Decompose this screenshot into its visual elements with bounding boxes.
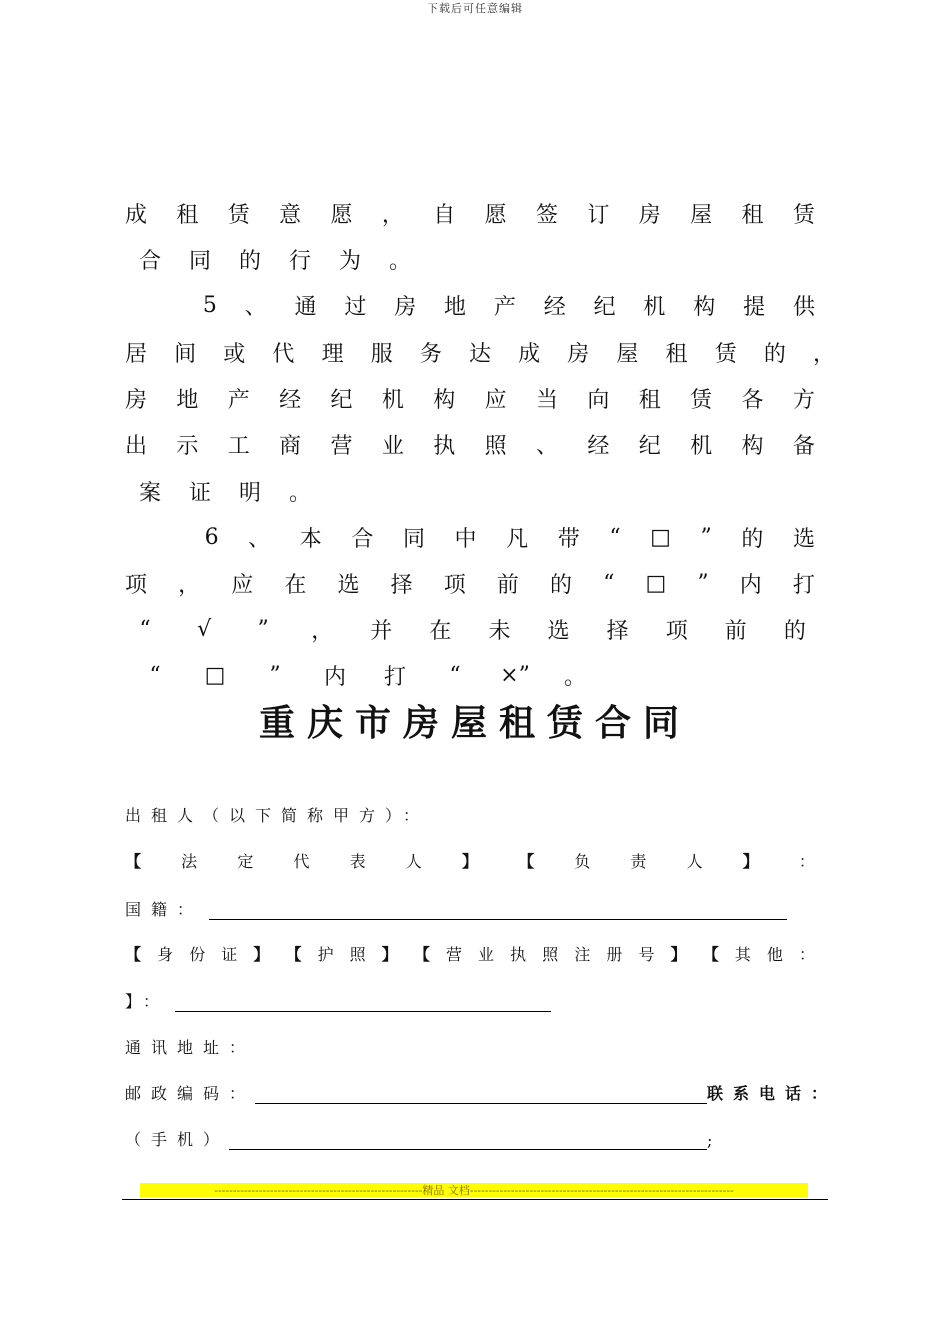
paragraph-char: 赁: [690, 387, 713, 413]
paragraph-char: ，: [812, 341, 835, 367]
paragraph-char: 房: [638, 202, 661, 228]
id-type-char: 号: [638, 944, 655, 964]
paragraph-char: 中: [454, 526, 477, 552]
paragraph-char: 赁: [792, 202, 815, 228]
paragraph-char: 经: [279, 387, 302, 413]
paragraph-char: 产: [493, 294, 516, 320]
paragraph-char: 选: [547, 618, 570, 644]
paragraph-char: 的: [741, 526, 764, 552]
paragraph-char: 愿: [484, 202, 507, 228]
paragraph-char: 成: [125, 202, 148, 228]
paragraph-char: “: [603, 570, 615, 596]
footer-bar: [140, 1183, 808, 1197]
paragraph-char: 机: [690, 433, 713, 459]
paragraph-char: 意: [279, 202, 302, 228]
id-number-line: [125, 988, 551, 1012]
paragraph-char: 示: [176, 433, 199, 459]
postcode-label: 邮政编码：: [125, 1084, 256, 1103]
paragraph-char: 选: [792, 526, 815, 552]
id-type-char: 他: [766, 944, 783, 964]
lessor-label: 出租人（以下简称甲方）：: [125, 806, 430, 825]
paragraph-char: □: [650, 524, 671, 550]
header-note: 下载后可任意编辑: [427, 2, 523, 15]
address-label: 通讯地址：: [125, 1038, 256, 1057]
paragraph-char: 项: [125, 572, 148, 598]
id-type-char: 其: [734, 944, 751, 964]
document-title: 重庆市房屋租赁合同: [258, 702, 691, 744]
paragraph-char: 带: [557, 526, 580, 552]
paragraph-char: ，: [178, 572, 201, 598]
id-type-char: 【: [413, 944, 430, 964]
paragraph-char: 项: [443, 572, 466, 598]
paragraph-char: 或: [223, 341, 246, 367]
mobile-end: ;: [707, 1131, 713, 1150]
rep-char: 人: [686, 851, 703, 871]
rep-char: 人: [405, 851, 422, 871]
rep-char: 【: [518, 851, 535, 871]
paragraph-char: 经: [587, 433, 610, 459]
id-type-char: 】: [670, 944, 687, 964]
id-type-char: 照: [349, 944, 366, 964]
paragraph-char: 项: [665, 618, 688, 644]
footer-rule: [122, 1199, 828, 1200]
representative-line: [125, 848, 815, 872]
paragraph-char: ”: [697, 570, 709, 596]
paragraph-char: 订: [587, 202, 610, 228]
paragraph-char: 通: [294, 294, 317, 320]
id-type-char: 证: [221, 944, 238, 964]
id-end-label: 】：: [125, 992, 170, 1011]
paragraph-char: □: [204, 662, 226, 688]
id-type-char: 【: [285, 944, 302, 964]
id-type-char: ：: [798, 944, 815, 964]
paragraph-char: 居: [125, 341, 148, 367]
mobile-line: [125, 1126, 712, 1150]
paragraph-char: 供: [792, 294, 815, 320]
paragraph-char: 为: [338, 248, 361, 274]
paragraph-char: 地: [176, 387, 199, 413]
paragraph-char: 构: [433, 387, 456, 413]
paragraph-char: 明: [238, 480, 261, 506]
paragraph-char: 同: [402, 526, 425, 552]
paragraph-char: 前: [496, 572, 519, 598]
paragraph-char: 未: [488, 618, 511, 644]
paragraph-line: [125, 198, 815, 228]
paragraph-char: 在: [284, 572, 307, 598]
paragraph-char: 择: [390, 572, 413, 598]
rep-char: 法: [181, 851, 198, 871]
paragraph-char: 应: [231, 572, 254, 598]
nationality-label: 国籍：: [125, 900, 204, 919]
paragraph-char: 提: [743, 294, 766, 320]
paragraph-char: 的: [550, 572, 573, 598]
id-type-char: 执: [510, 944, 527, 964]
rep-char: 代: [293, 851, 310, 871]
paragraph-line: [125, 476, 815, 506]
paragraph-char: 营: [330, 433, 353, 459]
paragraph-char: 前: [724, 618, 747, 644]
paragraph-char: ×”: [500, 662, 530, 688]
id-type-char: 营: [445, 944, 462, 964]
paragraph-char: 合: [138, 248, 161, 274]
paragraph-line: [125, 429, 815, 459]
paragraph-char: 租: [665, 341, 688, 367]
paragraph-char: 机: [643, 294, 666, 320]
paragraph-char: 房: [125, 387, 148, 413]
paragraph-char: 服: [370, 341, 393, 367]
paragraph-char: 择: [606, 618, 629, 644]
mobile-field[interactable]: [229, 1131, 707, 1150]
paragraph-char: 理: [321, 341, 344, 367]
id-type-char: 】: [253, 944, 270, 964]
paragraph-char: ”: [257, 616, 269, 642]
paragraph-char: 向: [587, 387, 610, 413]
paragraph-char: 、: [248, 526, 271, 552]
paragraph-char: 代: [272, 341, 295, 367]
paragraph-char: 成: [518, 341, 541, 367]
paragraph-char: 工: [227, 433, 250, 459]
paragraph-char: 产: [227, 387, 250, 413]
paragraph-char: 内: [323, 664, 346, 690]
rep-char: 负: [574, 851, 591, 871]
id-type-char: 身: [157, 944, 174, 964]
paragraph-line: [125, 383, 815, 413]
id-number-field[interactable]: [175, 993, 551, 1012]
paragraph-char: 租: [176, 202, 199, 228]
paragraph-line: [125, 660, 815, 690]
paragraph-line: [125, 244, 815, 274]
rep-char: 】: [461, 851, 478, 871]
paragraph-char: 打: [792, 572, 815, 598]
paragraph-char: 的: [783, 618, 806, 644]
paragraph-char: 5: [202, 292, 217, 318]
paragraph-char: 机: [381, 387, 404, 413]
paragraph-char: “: [609, 524, 621, 550]
paragraph-char: ”: [700, 524, 712, 550]
paragraph-char: 、: [244, 294, 267, 320]
paragraph-char: 当: [536, 387, 559, 413]
paragraph-char: 构: [741, 433, 764, 459]
rep-char: 【: [125, 851, 142, 871]
paragraph-char: 的: [238, 248, 261, 274]
paragraph-char: 纪: [638, 433, 661, 459]
paragraph-char: ，: [381, 202, 404, 228]
id-type-char: 【: [125, 944, 142, 964]
paragraph-char: 达: [468, 341, 491, 367]
paragraph-char: 出: [125, 433, 148, 459]
paragraph-char: 屋: [690, 202, 713, 228]
paragraph-char: 房: [394, 294, 417, 320]
postcode-line: [125, 1080, 837, 1104]
paragraph-char: 同: [188, 248, 211, 274]
paragraph-char: 6: [204, 524, 219, 550]
phone-label: 联系电话：: [707, 1084, 838, 1103]
paragraph-char: 房: [567, 341, 590, 367]
paragraph-char: 在: [429, 618, 452, 644]
paragraph-char: □: [645, 570, 667, 596]
id-type-char: 】: [381, 944, 398, 964]
footer-text: --------------------------------------------------------精品 文档-----------------------------------------------------------------------: [214, 1184, 734, 1197]
paragraph-line: [125, 522, 815, 552]
postcode-field[interactable]: [255, 1085, 707, 1104]
id-type-char: 份: [189, 944, 206, 964]
id-type-char: 注: [574, 944, 591, 964]
paragraph-char: 选: [337, 572, 360, 598]
paragraph-line: [125, 337, 835, 367]
paragraph-char: 租: [638, 387, 661, 413]
paragraph-char: 、: [536, 433, 559, 459]
nationality-line: [125, 896, 787, 920]
paragraph-char: 。: [288, 480, 311, 506]
paragraph-char: 本: [299, 526, 322, 552]
paragraph-char: 过: [344, 294, 367, 320]
paragraph-char: 地: [444, 294, 467, 320]
paragraph-char: 赁: [714, 341, 737, 367]
paragraph-char: 凡: [506, 526, 529, 552]
paragraph-char: 愿: [330, 202, 353, 228]
paragraph-char: 并: [370, 618, 393, 644]
id-type-char: 册: [606, 944, 623, 964]
id-type-char: 照: [542, 944, 559, 964]
rep-char: 表: [349, 851, 366, 871]
paragraph-char: 经: [543, 294, 566, 320]
paragraph-char: 行: [288, 248, 311, 274]
id-type-char: 护: [317, 944, 334, 964]
paragraph-char: “: [149, 662, 161, 688]
paragraph-char: 。: [388, 248, 411, 274]
paragraph-char: 自: [433, 202, 456, 228]
id-type-line: [125, 941, 815, 965]
paragraph-char: 案: [138, 480, 161, 506]
paragraph-char: √: [197, 616, 212, 642]
paragraph-char: 方: [792, 387, 815, 413]
paragraph-char: 证: [188, 480, 211, 506]
paragraph-char: 业: [381, 433, 404, 459]
mobile-label: （手机）: [125, 1130, 230, 1149]
paragraph-char: 间: [174, 341, 197, 367]
paragraph-line: [125, 290, 815, 320]
paragraph-char: 务: [419, 341, 442, 367]
paragraph-char: 。: [563, 664, 586, 690]
paragraph-char: “: [449, 662, 461, 688]
paragraph-char: 纪: [593, 294, 616, 320]
paragraph-line: [125, 568, 815, 598]
paragraph-char: 签: [536, 202, 559, 228]
paragraph-char: 屋: [616, 341, 639, 367]
paragraph-char: 赁: [227, 202, 250, 228]
rep-char: 】: [742, 851, 759, 871]
rep-char: 定: [237, 851, 254, 871]
paragraph-char: 构: [693, 294, 716, 320]
id-type-char: 【: [702, 944, 719, 964]
paragraph-char: 纪: [330, 387, 353, 413]
paragraph-char: 应: [484, 387, 507, 413]
paragraph-char: 合: [351, 526, 374, 552]
paragraph-char: 的: [763, 341, 786, 367]
paragraph-char: 租: [741, 202, 764, 228]
paragraph-char: 照: [484, 433, 507, 459]
rep-char: 责: [630, 851, 647, 871]
paragraph-char: ”: [269, 662, 281, 688]
id-type-char: 业: [478, 944, 495, 964]
rep-char: ：: [798, 851, 815, 871]
paragraph-char: 打: [383, 664, 406, 690]
paragraph-char: 执: [433, 433, 456, 459]
paragraph-char: “: [139, 616, 151, 642]
nationality-field[interactable]: [209, 901, 787, 920]
paragraph-char: ，: [311, 618, 334, 644]
paragraph-line: [125, 614, 815, 644]
paragraph-char: 备: [792, 433, 815, 459]
paragraph-char: 内: [739, 572, 762, 598]
paragraph-char: 各: [741, 387, 764, 413]
paragraph-char: 商: [279, 433, 302, 459]
